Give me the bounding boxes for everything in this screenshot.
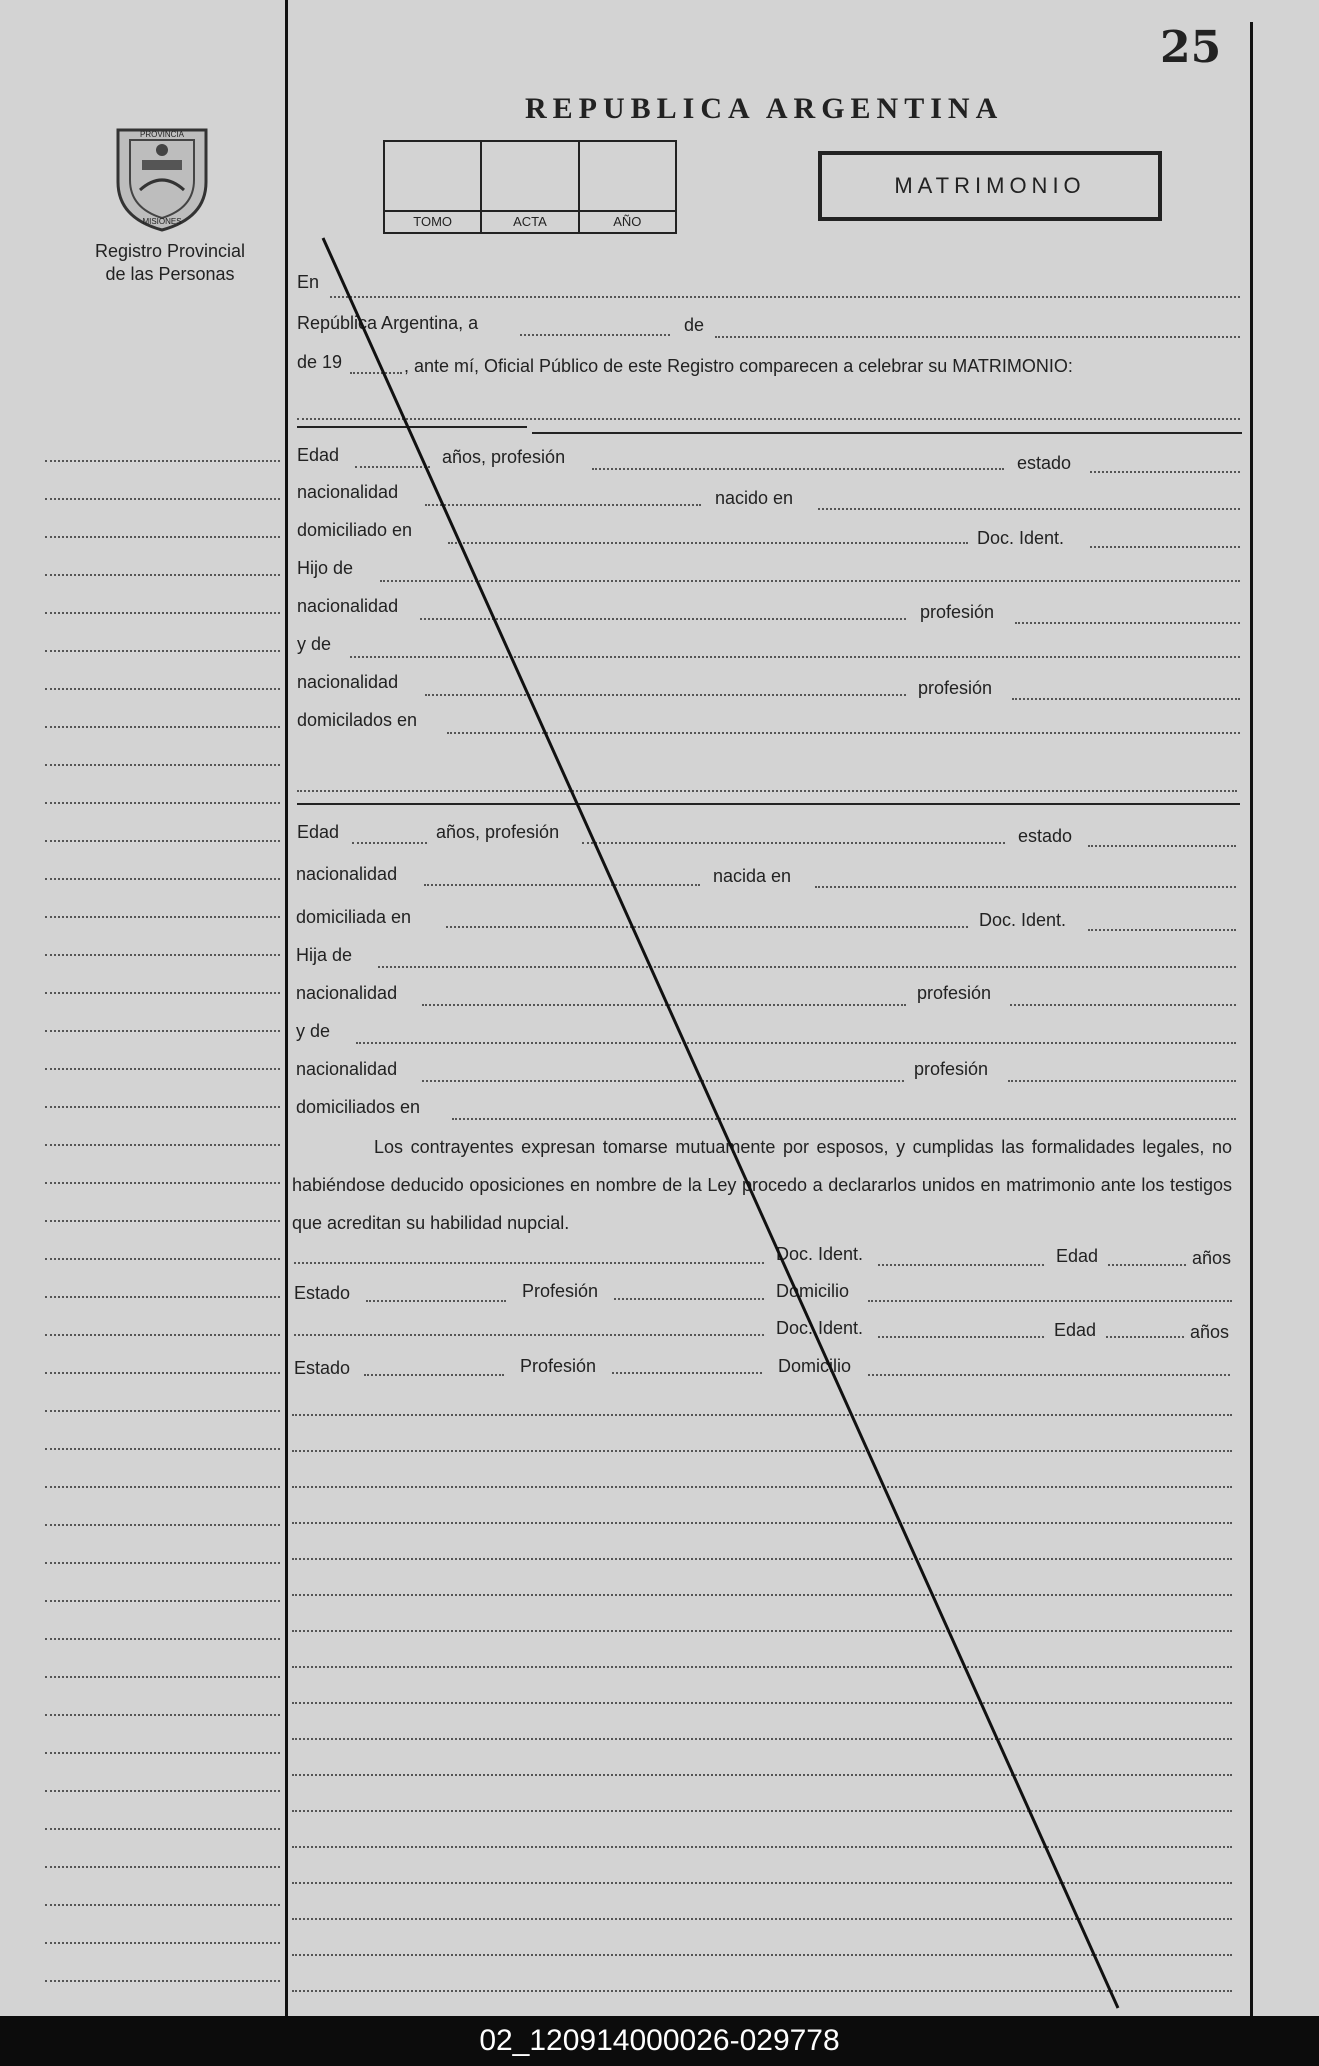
witness1-doc: Doc. Ident. [776,1244,864,1264]
groom-nacionalidad: nacionalidad [297,482,399,502]
witness2-domicilio: Domicilio [778,1356,852,1376]
groom-domiciliados: domicilados en [297,710,418,730]
witness2-doc: Doc. Ident. [776,1318,864,1338]
groom-anos-prof: años, profesión [442,447,566,467]
intro-en: En [297,272,320,292]
seal-bottom-text: MISIONES [142,217,182,226]
bride-edad: Edad [297,822,340,842]
ano-label: AÑO [580,210,675,232]
witness1-edad: Edad [1056,1246,1099,1266]
registry-line-1: Registro Provincial [94,241,246,261]
bride-domiciliados: domiciliados en [296,1097,421,1117]
groom-estado: estado [1017,453,1072,473]
groom-yde: y de [297,634,332,654]
witness1-anos: años [1192,1248,1232,1268]
groom-domiciliado: domiciliado en [297,520,413,540]
page-number: 25 [1160,22,1222,73]
bride-prof2: profesión [917,983,992,1003]
document-title: REPUBLICA ARGENTINA [525,92,1004,125]
groom-prof3: profesión [918,678,993,698]
witness1-estado: Estado [294,1283,351,1303]
bride-hija: Hija de [296,945,353,965]
registry-line-2: de las Personas [105,264,235,284]
bride-nacida: nacida en [713,866,792,886]
matrimonio-badge: MATRIMONIO [818,151,1162,221]
groom-nacido: nacido en [715,488,794,508]
intro-republica: República Argentina, a [297,313,479,333]
witness2-estado: Estado [294,1358,351,1378]
groom-edad: Edad [297,445,340,465]
witness2-profesion: Profesión [520,1356,597,1376]
intro-ante: , ante mí, Oficial Público de este Registro comparecen a celebrar su MATRIMONIO: [404,356,1073,376]
declaration-text: Los contrayentes expresan tomarse mutuamente por esposos, y cumplidas las formalidades legales, no habiéndose deducido oposiciones en nombre de la Ley procedo a declararlos unidos en matrimonio ante los testigos que acreditan su habilidad nupcial. [292,1137,1232,1233]
intro-de-19: de 19 [297,352,343,372]
bride-doc: Doc. Ident. [979,910,1067,930]
witness1-profesion: Profesión [522,1281,599,1301]
bride-domiciliada: domiciliada en [296,907,412,927]
bride-anos-prof: años, profesión [436,822,560,842]
groom-doc: Doc. Ident. [977,528,1065,548]
bride-nac3: nacionalidad [296,1059,398,1079]
tomo-label: TOMO [385,210,480,232]
bride-yde: y de [296,1021,331,1041]
groom-prof2: profesión [920,602,995,622]
witness1-domicilio: Domicilio [776,1281,850,1301]
acta-label: ACTA [482,210,577,232]
intro-de: de [684,315,705,335]
bride-nac2: nacionalidad [296,983,398,1003]
groom-hijo: Hijo de [297,558,354,578]
seal-top-text: PROVINCIA [139,130,185,139]
bride-estado: estado [1018,826,1073,846]
bride-prof3: profesión [914,1059,989,1079]
witness2-edad: Edad [1054,1320,1097,1340]
groom-nac3: nacionalidad [297,672,399,692]
document-id-footer: 02_120914000026-029778 [0,2016,1319,2066]
bride-nacionalidad: nacionalidad [296,864,398,884]
witness2-anos: años [1190,1322,1230,1342]
groom-nac2: nacionalidad [297,596,399,616]
